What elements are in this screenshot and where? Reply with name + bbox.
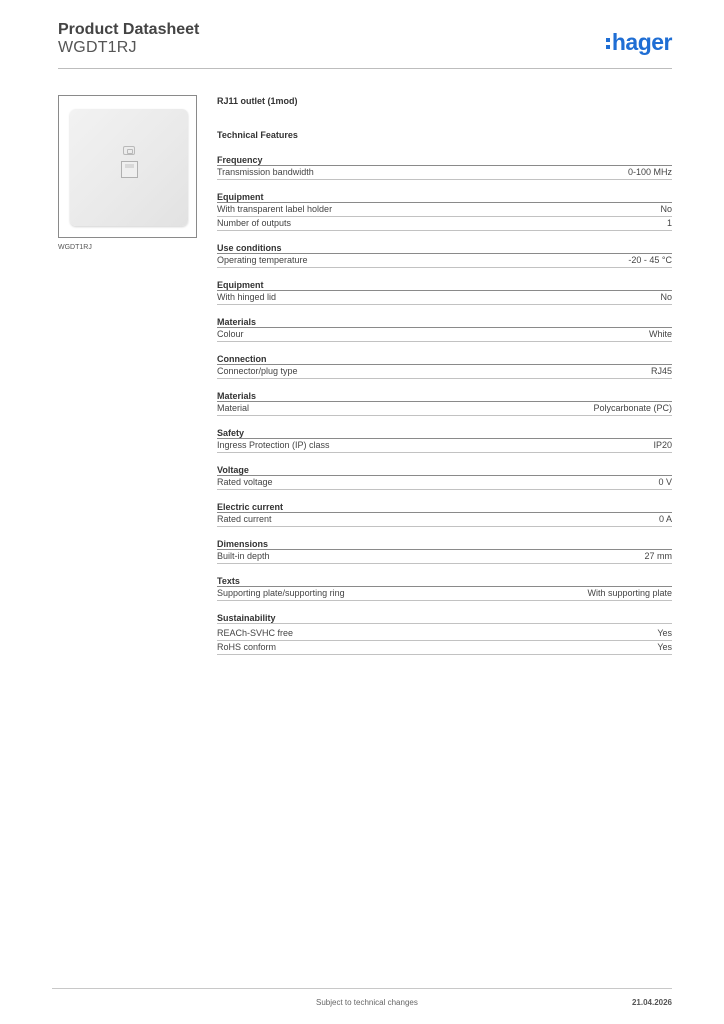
- spec-row: [217, 627, 672, 641]
- spec-group-title: Materials: [217, 317, 672, 328]
- spec-row: [217, 476, 672, 490]
- spec-group-title: Safety: [217, 428, 672, 439]
- spec-value: Yes: [657, 642, 672, 652]
- telephone-symbol-icon: [123, 146, 135, 155]
- spec-group-title: Connection: [217, 354, 672, 365]
- spec-groups: [217, 155, 672, 655]
- spec-row: [217, 166, 672, 180]
- spec-group: [217, 576, 672, 601]
- spec-label: Rated current: [217, 514, 272, 524]
- outlet-plate: [70, 109, 188, 226]
- spec-value: RJ45: [650, 366, 672, 376]
- spec-group-title: Materials: [217, 391, 672, 402]
- spec-value: Yes: [657, 628, 672, 638]
- footer-divider: [52, 988, 672, 989]
- spec-row: [217, 254, 672, 268]
- spec-group: [217, 354, 672, 379]
- page-title: Product Datasheet: [58, 21, 200, 38]
- spec-label: Material: [217, 403, 250, 413]
- spec-group-title: Sustainability: [217, 613, 672, 624]
- spec-row: [217, 550, 672, 564]
- spec-group: [217, 613, 672, 655]
- logo-colon-icon: [606, 35, 610, 52]
- spec-label: Operating temperature: [217, 255, 308, 265]
- spec-label: Ingress Protection (IP) class: [217, 440, 330, 450]
- spec-row: [217, 365, 672, 379]
- header-divider: [58, 68, 672, 69]
- spec-group-title: Use conditions: [217, 243, 672, 254]
- spec-value: No: [660, 292, 672, 302]
- spec-value: White: [648, 329, 672, 339]
- hager-logo: [606, 29, 672, 56]
- spec-row: [217, 402, 672, 416]
- spec-row: [217, 513, 672, 527]
- spec-value: IP20: [653, 440, 672, 450]
- spec-group-title: Electric current: [217, 502, 672, 513]
- spec-value: 0 A: [658, 514, 672, 524]
- spec-group-title: Voltage: [217, 465, 672, 476]
- spec-group: [217, 539, 672, 564]
- spec-value: -20 - 45 °C: [628, 255, 672, 265]
- spec-label: With hinged lid: [217, 292, 277, 302]
- spec-value: No: [660, 204, 672, 214]
- spec-row: [217, 203, 672, 217]
- spec-group: [217, 465, 672, 490]
- spec-row: [217, 439, 672, 453]
- specifications: [217, 96, 672, 655]
- spec-row: [217, 291, 672, 305]
- spec-value: Polycarbonate (PC): [593, 403, 672, 413]
- spec-group: [217, 243, 672, 268]
- spec-group-title: Equipment: [217, 192, 672, 203]
- spec-label: Supporting plate/supporting ring: [217, 588, 345, 598]
- spec-group-title: Texts: [217, 576, 672, 587]
- spec-group: [217, 391, 672, 416]
- spec-label: Rated voltage: [217, 477, 273, 487]
- spec-group: [217, 428, 672, 453]
- spec-row: [217, 217, 672, 231]
- footer-date: 21.04.2026: [631, 998, 672, 1007]
- logo-text: hager: [611, 29, 672, 55]
- spec-label: RoHS conform: [217, 642, 277, 652]
- spec-group: [217, 192, 672, 231]
- spec-value: 0-100 MHz: [627, 167, 672, 177]
- spec-label: REACh-SVHC free: [217, 628, 294, 638]
- spec-row: [217, 328, 672, 342]
- product-name: RJ11 outlet (1mod): [217, 96, 298, 106]
- spec-value: 0 V: [658, 477, 672, 487]
- spec-group-title: Equipment: [217, 280, 672, 291]
- features-heading: Technical Features: [217, 130, 298, 140]
- spec-group-title: Frequency: [217, 155, 672, 166]
- page-header: [58, 21, 672, 69]
- spec-group: [217, 502, 672, 527]
- spec-group-title: Dimensions: [217, 539, 672, 550]
- spec-group: [217, 280, 672, 305]
- spec-label: With transparent label holder: [217, 204, 333, 214]
- spec-label: Connector/plug type: [217, 366, 298, 376]
- image-caption: WGDT1RJ: [58, 244, 92, 251]
- spec-value: 27 mm: [644, 551, 672, 561]
- spec-label: Transmission bandwidth: [217, 167, 314, 177]
- spec-value: 1: [666, 218, 672, 228]
- spec-row: [217, 641, 672, 655]
- spec-row: [217, 587, 672, 601]
- spec-label: Colour: [217, 329, 244, 339]
- product-code: WGDT1RJ: [58, 39, 137, 56]
- spec-label: Number of outputs: [217, 218, 292, 228]
- spec-value: With supporting plate: [587, 588, 672, 598]
- product-image: [58, 95, 197, 238]
- spec-label: Built-in depth: [217, 551, 270, 561]
- spec-group: [217, 155, 672, 180]
- spec-group: [217, 317, 672, 342]
- footer-note: Subject to technical changes: [316, 998, 418, 1007]
- rj-jack-icon: [121, 161, 138, 178]
